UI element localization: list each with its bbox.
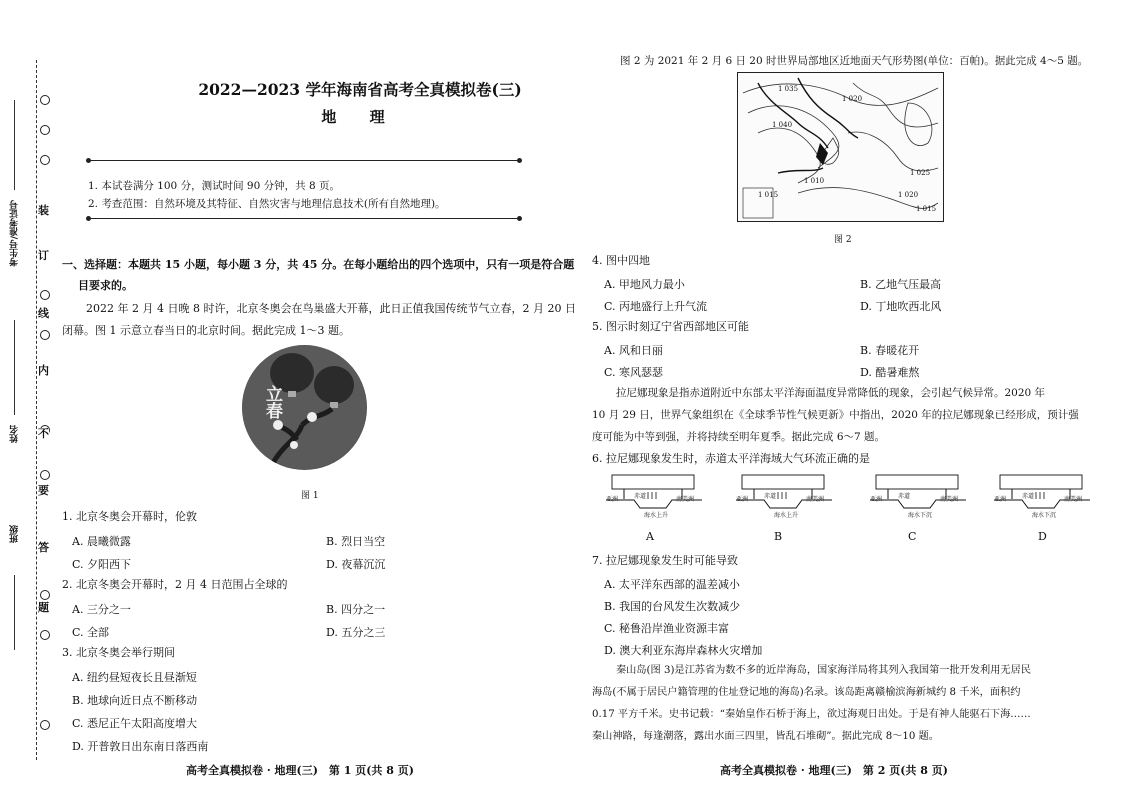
q6-diagram-c-letter: C	[908, 530, 917, 543]
q5-stem: 5. 图示时刻辽宁省西部地区可能	[592, 320, 749, 333]
continent-label-asia: 亚洲	[994, 496, 1007, 503]
q4-option-b[interactable]: B. 乙地气压最高	[860, 278, 942, 291]
fig2-intro: 图 2 为 2021 年 2 月 6 日 20 时世界局部地区近地面天气形势图(单位：百帕)。据此完成 4～5 题。	[620, 55, 1089, 67]
q2-option-b[interactable]: B. 四分之一	[326, 603, 386, 616]
q5-option-c[interactable]: C. 寒风瑟瑟	[604, 366, 664, 379]
seawater-label: 海水上升	[644, 512, 669, 519]
figure-1-text: 立春	[262, 385, 282, 419]
binding-hole	[40, 330, 50, 340]
binding-hole	[40, 290, 50, 300]
q7-stem: 7. 拉尼娜现象发生时可能导致	[592, 554, 738, 567]
isobar-label: 1 020	[842, 95, 863, 103]
isobar-label: 1 040	[772, 121, 793, 129]
q6-diagram-a[interactable]	[604, 472, 704, 522]
binding-char: 订	[38, 249, 49, 262]
figure-1-lichun-image	[242, 345, 367, 470]
q2-option-d[interactable]: D. 五分之三	[326, 626, 386, 639]
q3-option-c[interactable]: C. 悉尼正午太阳高度增大	[72, 717, 198, 730]
binding-char: 答	[38, 541, 49, 554]
page-1	[62, 0, 576, 794]
lanina-paragraph: 拉尼娜现象是指赤道附近中东部太平洋海面温度异常降低的现象，会引起气候异常。2020 年	[616, 387, 1046, 399]
q3-option-d[interactable]: D. 开普敦日出东南日落西南	[72, 740, 209, 753]
seawater-label: 海水下沉	[1032, 512, 1057, 519]
continent-label-south-america: 南美洲	[806, 496, 825, 503]
q6-diagram-b-letter: B	[774, 530, 783, 543]
q3-stem: 3. 北京冬奥会举行期间	[62, 646, 175, 659]
class-field-label: 班级	[10, 525, 20, 543]
continent-label-asia: 亚洲	[606, 496, 619, 503]
continent-label-south-america: 南美洲	[940, 496, 959, 503]
binding-hole	[40, 720, 50, 730]
q2-option-a[interactable]: A. 三分之一	[72, 603, 131, 616]
exam-id-field-label: 考生号/准考证号	[10, 200, 20, 267]
q1-stem: 1. 北京冬奥会开幕时，伦敦	[62, 510, 197, 523]
q3-option-a[interactable]: A. 纽约昼短夜长且昼渐短	[72, 671, 197, 684]
q1-option-d[interactable]: D. 夜幕沉沉	[326, 558, 386, 571]
q6-diagram-a-letter: A	[646, 530, 654, 543]
binding-hole	[40, 125, 50, 135]
binding-hole	[40, 630, 50, 640]
q6-diagram-d[interactable]	[992, 472, 1092, 522]
isobar-label: 1 010	[804, 177, 825, 185]
qinshan-paragraph: 秦山岛(图 3)是江苏省为数不多的近岸海岛，国家海洋局将其列入我国第一批开发利用无居民	[616, 665, 1031, 676]
notice-line-1: 1. 本试卷满分 100 分，测试时间 90 分钟，共 8 页。	[88, 180, 340, 192]
q7-option-c[interactable]: C. 秘鲁沿岸渔业资源丰富	[604, 622, 730, 635]
binding-char: 不	[38, 427, 49, 440]
binding-char: 内	[38, 364, 49, 377]
q6-diagram-d-letter: D	[1038, 530, 1047, 543]
q6-stem: 6. 拉尼娜现象发生时，赤道太平洋海域大气环流正确的是	[592, 452, 870, 465]
class-field-line[interactable]	[14, 575, 15, 650]
q5-option-b[interactable]: B. 春暖花开	[860, 344, 920, 357]
continent-label-south-america: 南美洲	[1064, 496, 1083, 503]
binding-hole	[40, 95, 50, 105]
lanina-paragraph-cont: 10 月 29 日，世界气象组织在《全球季节性气候更新》中指出，2020 年的拉尼娜现象已经形成，预计强	[592, 409, 1079, 421]
binding-hole	[40, 590, 50, 600]
q2-option-c[interactable]: C. 全部	[72, 626, 110, 639]
q1-option-c[interactable]: C. 夕阳西下	[72, 558, 132, 571]
intro-paragraph: 2022 年 2 月 4 日晚 8 时许，北京冬奥会在鸟巢盛大开幕，此日正值我国传统节气立春，2 月 20 日	[86, 302, 576, 315]
equator-label: 赤道	[1022, 493, 1035, 500]
q4-option-d[interactable]: D. 丁地吹西北风	[860, 300, 942, 313]
name-field-line[interactable]	[14, 320, 15, 415]
lanina-paragraph-cont: 度可能为中等到强，并将持续至明年夏季。据此完成 6～7 题。	[592, 431, 886, 443]
subject-title: 地 理	[321, 108, 399, 126]
continent-label-south-america: 南美洲	[676, 496, 695, 503]
binding-hole	[40, 470, 50, 480]
binding-char: 线	[38, 307, 49, 320]
notice-rule-bottom	[88, 218, 520, 219]
q4-stem: 4. 图中四地	[592, 254, 650, 267]
seawater-label: 海水下沉	[908, 512, 933, 519]
q7-option-d[interactable]: D. 澳大利亚东海岸森林火灾增加	[604, 644, 763, 657]
page-2	[592, 0, 1092, 794]
q1-option-a[interactable]: A. 晨曦微露	[72, 535, 131, 548]
figure-1-caption: 图 1	[301, 491, 319, 501]
qinshan-paragraph-cont: 秦山神路，每逢潮落，露出水面三四里，皆乱石堆砌”。据此完成 8～10 题。	[592, 731, 939, 742]
equator-label: 赤道	[634, 493, 647, 500]
section-heading-cont: 目要求的。	[78, 279, 133, 292]
figure-2-weather-map	[737, 72, 944, 222]
binding-dashed-line	[36, 60, 37, 760]
page-2-footer: 高考全真模拟卷 · 地理(三) 第 2 页(共 8 页)	[720, 764, 948, 777]
q7-option-b[interactable]: B. 我国的台风发生次数减少	[604, 600, 741, 613]
isobar-label: 1 035	[778, 85, 799, 93]
isobar-label: 1 015	[758, 191, 779, 199]
binding-char: 装	[38, 204, 49, 217]
q6-diagram-c[interactable]	[868, 472, 968, 522]
q2-stem: 2. 北京冬奥会开幕时，2 月 4 日范围占全球的	[62, 578, 288, 591]
isobar-label: 1 015	[916, 205, 937, 213]
isobar-label: 1 025	[910, 169, 931, 177]
exam-id-field-line[interactable]	[14, 100, 15, 190]
q5-option-a[interactable]: A. 风和日丽	[604, 344, 663, 357]
intro-paragraph-cont: 闭幕。图 1 示意立春当日的北京时间。据此完成 1～3 题。	[62, 324, 350, 337]
q6-diagram-b[interactable]	[734, 472, 834, 522]
binding-hole	[40, 155, 50, 165]
qinshan-paragraph-cont: 0.17 平方千米。史书记载：“秦始皇作石桥于海上，欲过海观日出处。于是有神人能驱石下海……	[592, 709, 1031, 720]
equator-label: 赤道	[898, 493, 911, 500]
q1-option-b[interactable]: B. 烈日当空	[326, 535, 386, 548]
notice-rule-top	[88, 160, 520, 161]
q4-option-a[interactable]: A. 甲地风力最小	[604, 278, 685, 291]
section-heading: 一、选择题：本题共 15 小题，每小题 3 分，共 45 分。在每小题给出的四个选项中，只有一项是符合题	[62, 258, 575, 271]
continent-label-asia: 亚洲	[736, 496, 749, 503]
binding-margin	[0, 0, 60, 794]
seawater-label: 海水上升	[774, 512, 799, 519]
name-field-label: 姓名	[10, 425, 20, 443]
q4-option-c[interactable]: C. 丙地盛行上升气流	[604, 300, 708, 313]
binding-char: 要	[38, 484, 49, 497]
q5-option-d[interactable]: D. 酷暑难熬	[860, 366, 920, 379]
equator-label: 赤道	[764, 493, 777, 500]
q3-option-b[interactable]: B. 地球向近日点不断移动	[72, 694, 198, 707]
binding-char: 题	[38, 601, 49, 614]
q7-option-a[interactable]: A. 太平洋东西部的温差减小	[604, 578, 740, 591]
notice-line-2: 2. 考查范围：自然环境及其特征、自然灾害与地理信息技术(所有自然地理)。	[88, 198, 446, 210]
isobar-label: 1 020	[898, 191, 919, 199]
page-1-footer: 高考全真模拟卷 · 地理(三) 第 1 页(共 8 页)	[186, 764, 414, 777]
continent-label-asia: 亚洲	[870, 496, 883, 503]
exam-title: 2022—2023 学年海南省高考全真模拟卷(三)	[198, 80, 522, 99]
qinshan-paragraph-cont: 海岛(不属于居民户籍管理的住址登记地的海岛)名录。该岛距离赣榆滨海新城约 8 千米，面积约	[592, 687, 1021, 698]
figure-2-caption: 图 2	[834, 235, 852, 245]
